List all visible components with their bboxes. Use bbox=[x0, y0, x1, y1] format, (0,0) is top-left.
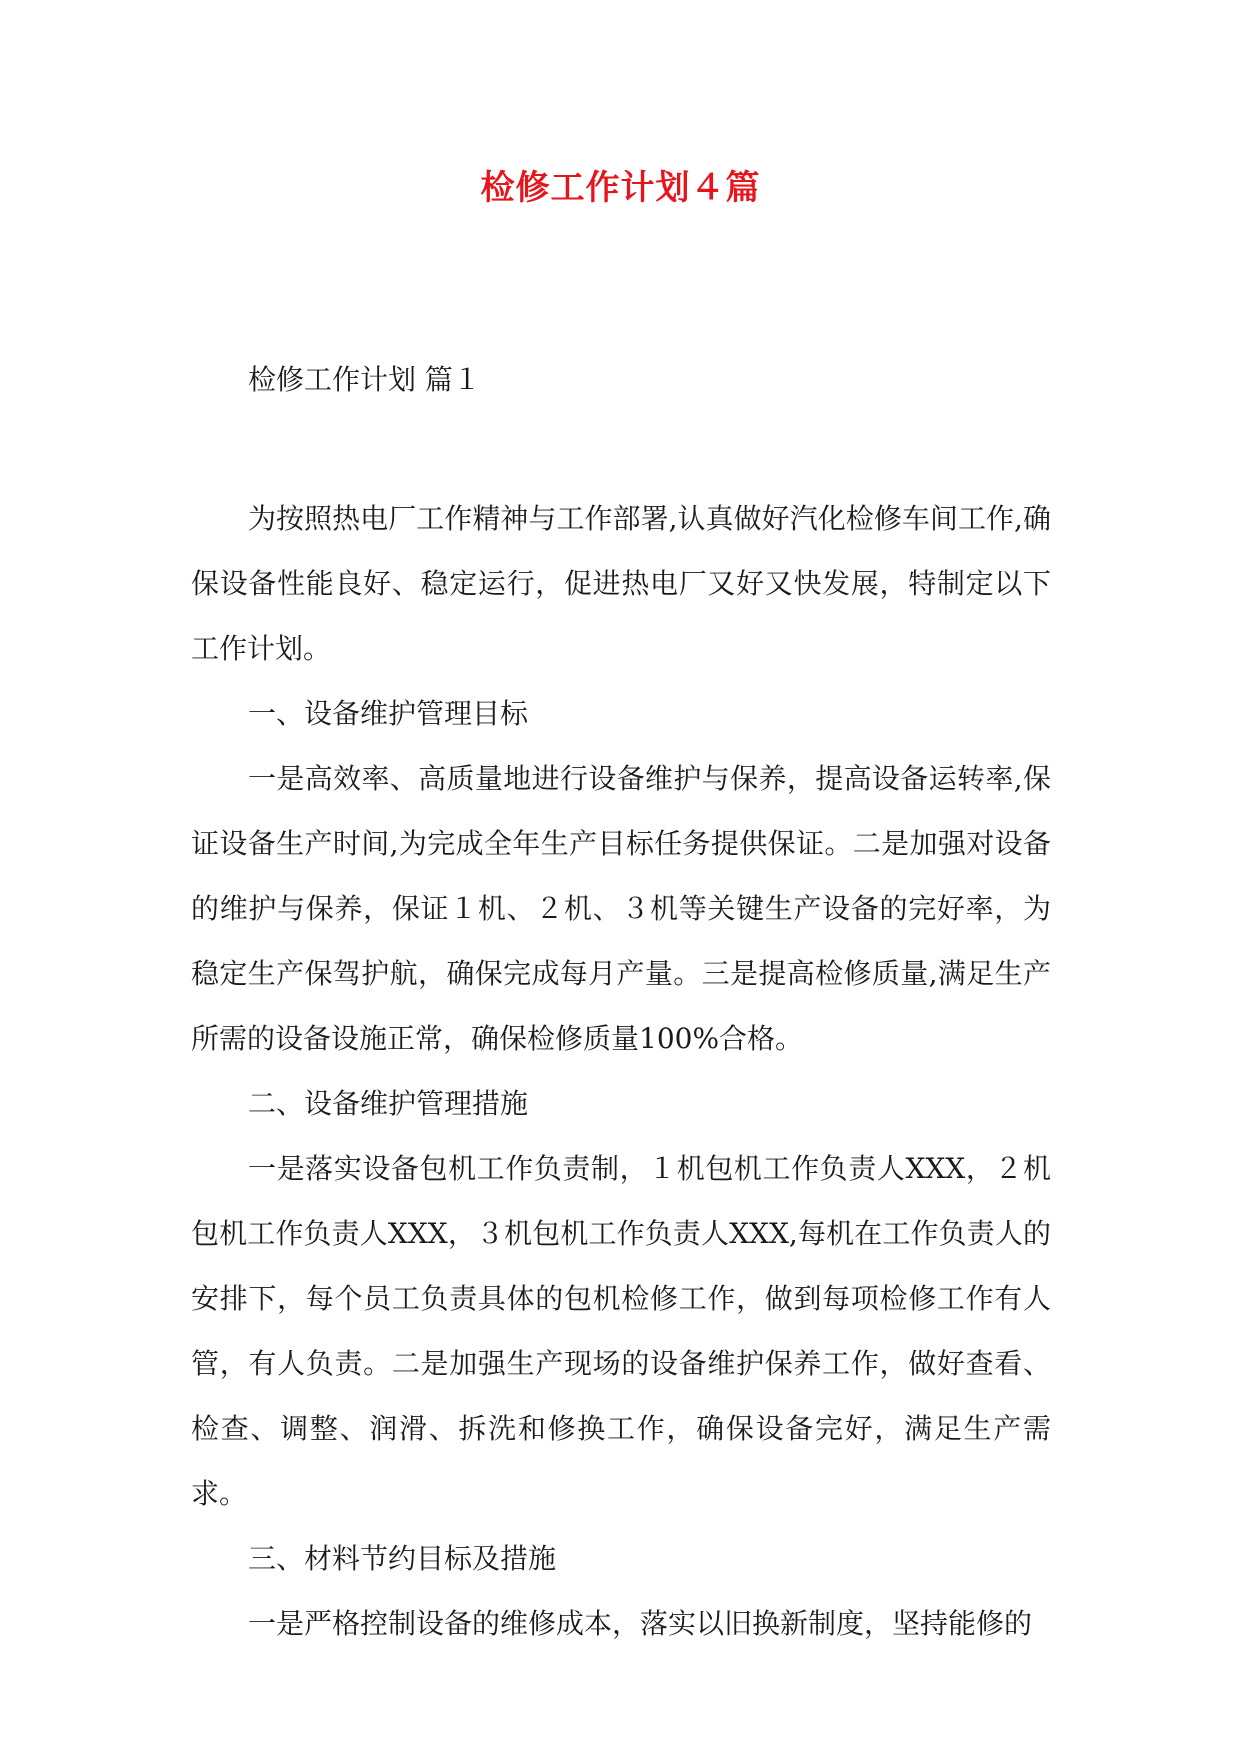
subheading-materials: 三、材料节约目标及措施 bbox=[248, 1542, 557, 1575]
goals-paragraph: 一是高效率、高质量地进行设备维护与保养，提高设备运转率,保证设备生产时间,为完成全年生产目标任务提供保证。二是加强对设备的维护与保养，保证１机、２机、３机等关键生产设备的完好率，为稳定生产保驾护航，确保完成每月产量。三是提高检修质量,满足生产所需的设备设施正常，确保检修质量100%合格。 bbox=[191, 762, 1051, 1055]
measures-paragraph: 一是落实设备包机工作负责制，１机包机工作负责人XXX，２机包机工作负责人XXX，３机包机工作负责人XXX,每机在工作负责人的安排下，每个员工负责具体的包机检修工作，做到每项检修工作有人管，有人负责。二是加强生产现场的设备维护保养工作，做好查看、检查、调整、润滑、拆洗和修换工作，确保设备完好，满足生产需求。 bbox=[191, 1152, 1051, 1510]
section-heading: 检修工作计划 篇１ bbox=[248, 363, 481, 396]
materials-paragraph: 一是严格控制设备的维修成本，落实以旧换新制度，坚持能修的 bbox=[248, 1607, 1033, 1640]
document-title: 检修工作计划４篇 bbox=[480, 168, 761, 208]
document-body bbox=[191, 486, 1051, 1656]
subheading-measures: 二、设备维护管理措施 bbox=[248, 1087, 529, 1120]
subheading-goals: 一、设备维护管理目标 bbox=[248, 697, 529, 730]
intro-paragraph: 为按照热电厂工作精神与工作部署,认真做好汽化检修车间工作,确保设备性能良好、稳定运行，促进热电厂又好又快发展，特制定以下工作计划。 bbox=[191, 502, 1051, 665]
